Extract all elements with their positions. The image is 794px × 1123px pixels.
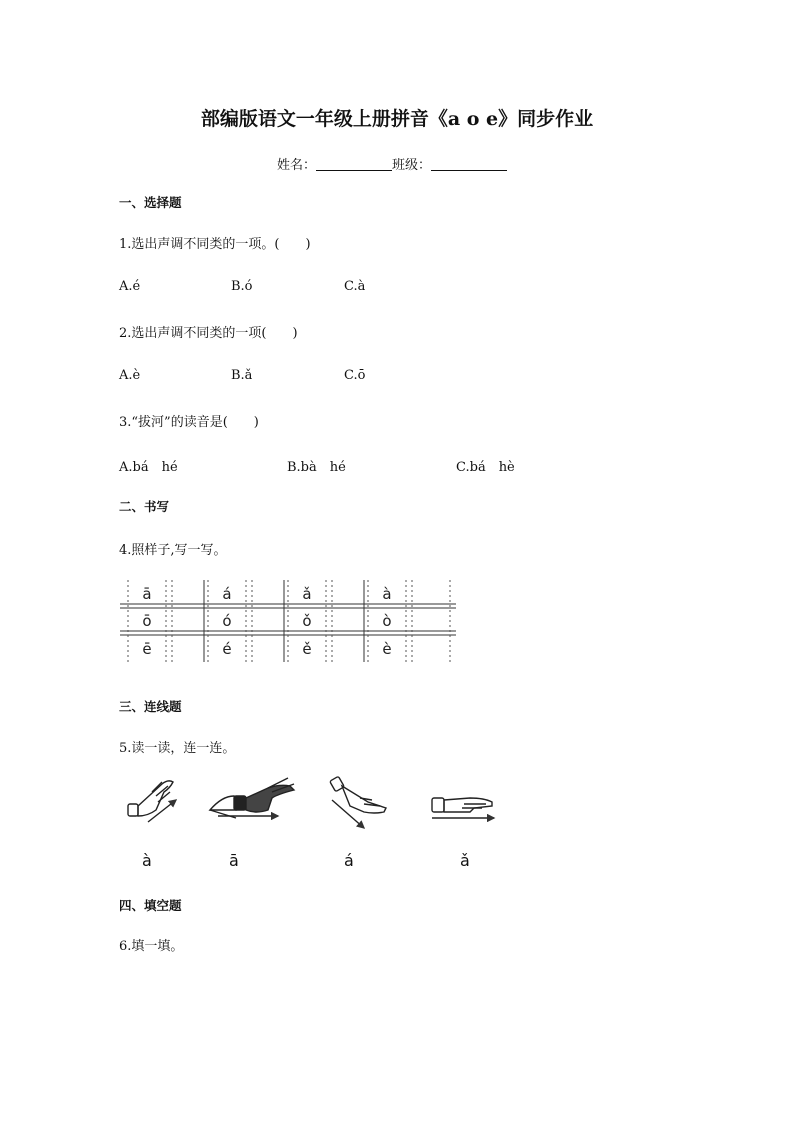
grid-cell-0-1: á: [222, 585, 232, 603]
grid-cell-2-1: é: [222, 640, 232, 658]
hand-level-tone-icon: [210, 778, 294, 818]
tone-label-2[interactable]: ā: [229, 851, 239, 870]
section-writing: 二、书写: [119, 499, 170, 514]
q3-option-a[interactable]: A.bá hé: [119, 460, 178, 475]
name-blank[interactable]: [316, 158, 392, 171]
q1-option-a[interactable]: A.é: [119, 279, 141, 294]
grid-cell-0-3: à: [382, 585, 392, 603]
grid-cell-0-0: ā: [142, 585, 152, 603]
grid-cell-0-2: ǎ: [302, 585, 312, 603]
grid-cell-1-0: ō: [142, 612, 152, 630]
question-2: 2.选出声调不同类的一项( ): [119, 326, 298, 341]
section-fill-blank: 四、填空题: [119, 898, 182, 913]
hand-dipping-tone-icon: [432, 798, 494, 818]
writing-grid: [120, 580, 456, 666]
grid-cell-1-1: ó: [222, 612, 232, 630]
question-3: 3.“拔河”的读音是( ): [119, 415, 259, 430]
question-6: 6.填一填。: [119, 939, 184, 954]
q1-option-b[interactable]: B.ó: [231, 279, 253, 294]
question-4: 4.照样子,写一写。: [119, 543, 227, 558]
hand-rising-tone-icon: [330, 776, 386, 828]
grid-cell-1-2: ǒ: [302, 612, 312, 630]
section-matching: 三、连线题: [119, 699, 182, 714]
grid-cell-2-2: ě: [302, 640, 312, 658]
tone-label-4[interactable]: ǎ: [460, 851, 470, 870]
q1-option-c[interactable]: C.à: [344, 279, 366, 294]
q3-option-c[interactable]: C.bá hè: [456, 460, 515, 475]
class-blank[interactable]: [431, 158, 507, 171]
hand-falling-tone-icon: [128, 781, 176, 822]
grid-cell-2-3: è: [382, 640, 392, 658]
student-info: [277, 154, 507, 173]
question-1: 1.选出声调不同类的一项。( ): [119, 237, 311, 252]
question-5: 5.读一读，连一连。: [119, 741, 236, 756]
q3-option-b[interactable]: B.bà hé: [287, 460, 346, 475]
page-title: 部编版语文一年级上册拼音《a o e》同步作业: [200, 108, 594, 130]
q2-option-a[interactable]: A.è: [119, 368, 141, 383]
section-choice: 一、选择题: [119, 195, 182, 210]
grid-cell-1-3: ò: [382, 612, 392, 630]
q2-option-c[interactable]: C.ō: [344, 368, 366, 383]
class-label: 班级：: [392, 158, 432, 173]
tone-label-3[interactable]: á: [344, 851, 354, 870]
tone-label-1[interactable]: à: [142, 851, 152, 870]
hand-gesture-images: [118, 770, 508, 830]
grid-cell-2-0: ē: [142, 640, 152, 658]
name-label: 姓名：: [277, 158, 317, 173]
q2-option-b[interactable]: B.ǎ: [231, 368, 253, 383]
